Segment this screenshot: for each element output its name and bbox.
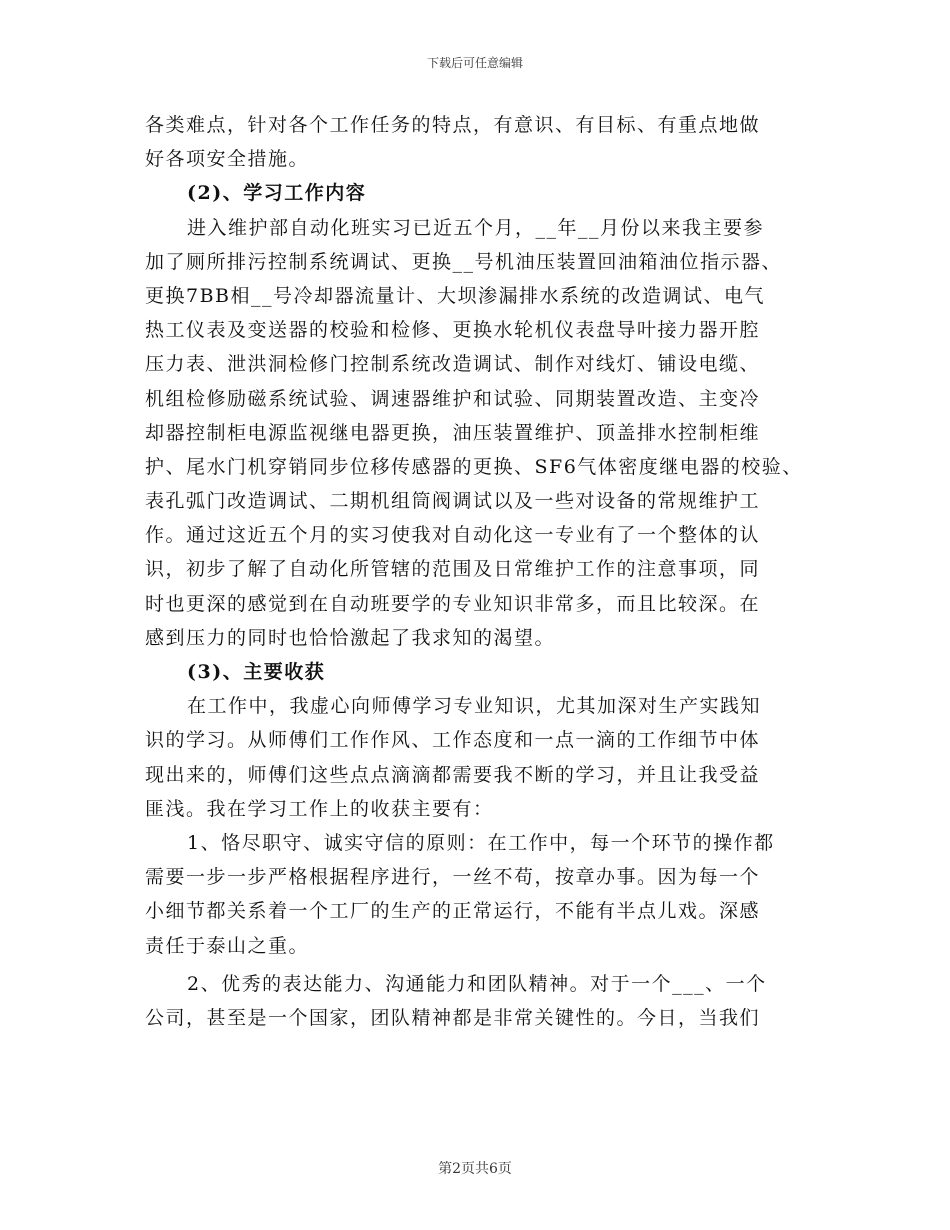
text-line: 却器控制柜电源监视继电器更换，油压装置维护、顶盖排水控制柜维: [145, 421, 761, 444]
text-line: 时也更深的感觉到在自动班要学的专业知识非常多，而且比较深。在: [145, 592, 761, 615]
text-line: 需要一步一步严格根据程序进行，一丝不苟，按章办事。因为每一个: [145, 866, 761, 889]
paragraph-gain-two: [145, 967, 845, 1035]
text-line: 好各项安全措施。: [145, 148, 310, 171]
paragraph-gain-one: [145, 826, 845, 963]
text-line: 1、恪尽职守、诚实守信的原则：在工作中，每一个环节的操作都: [187, 831, 775, 854]
text-line: 压力表、泄洪洞检修门控制系统改造调试、制作对线灯、铺设电缆、: [145, 353, 761, 376]
text-line: 现出来的，师傅们这些点点滴滴都需要我不断的学习，并且让我受益: [145, 763, 761, 786]
paragraph-safety: [145, 108, 845, 176]
text-line: 在工作中，我虚心向师傅学习专业知识，尤其加深对生产实践知: [187, 695, 762, 718]
text-line: 进入维护部自动化班实习已近五个月，__年__月份以来我主要参: [187, 216, 765, 239]
text-line: 各类难点，针对各个工作任务的特点，有意识、有目标、有重点地做: [145, 114, 761, 136]
text-line: 公司，甚至是一个国家，团队精神都是非常关键性的。今日，当我们: [145, 1006, 761, 1029]
text-line: 热工仪表及变送器的校验和检修、更换水轮机仪表盘导叶接力器开腔: [145, 319, 761, 342]
text-line: 感到压力的同时也恰恰激起了我求知的渴望。: [145, 626, 556, 649]
page-footer: 第2页共6页: [438, 1161, 512, 1177]
text-line: 作。通过这近五个月的实习使我对自动化这一专业有了一个整体的认: [145, 524, 761, 547]
document-body: [145, 108, 845, 1035]
text-line: 小细节都关系着一个工厂的生产的正常运行，不能有半点儿戏。深感: [145, 900, 761, 923]
text-line: 更换7BB相__号冷却器流量计、大坝渗漏排水系统的改造调试、电气: [145, 284, 766, 307]
text-line: 识的学习。从师傅们工作作风、工作态度和一点一滴的工作细节中体: [145, 729, 761, 752]
page-header: 下载后可任意编辑: [426, 56, 523, 70]
text-line: 识，初步了解了自动化所管辖的范围及日常维护工作的注意事项，同: [145, 558, 761, 581]
paragraph-main-gains: [145, 689, 845, 826]
section-heading-study-content: (2)、学习工作内容: [187, 182, 367, 205]
text-line: 机组检修励磁系统试验、调速器维护和试验、同期装置改造、主变冷: [145, 387, 761, 410]
paragraph-study-content: [145, 211, 845, 655]
text-line: 2、优秀的表达能力、沟通能力和团队精神。对于一个___、一个: [187, 972, 767, 995]
section-heading-main-gains: (3)、主要收获: [187, 661, 326, 684]
text-line: 护、尾水门机穿销同步位移传感器的更换、SF6气体密度继电器的校验、: [145, 455, 803, 478]
text-line: 表孔弧门改造调试、二期机组筒阀调试以及一些对设备的常规维护工: [145, 490, 761, 513]
text-line: 责任于泰山之重。: [145, 934, 310, 957]
text-line: 加了厕所排污控制系统调试、更换__号机油压装置回油箱油位指示器、: [145, 250, 783, 273]
text-line: 匪浅。我在学习工作上的收获主要有：: [145, 797, 494, 820]
